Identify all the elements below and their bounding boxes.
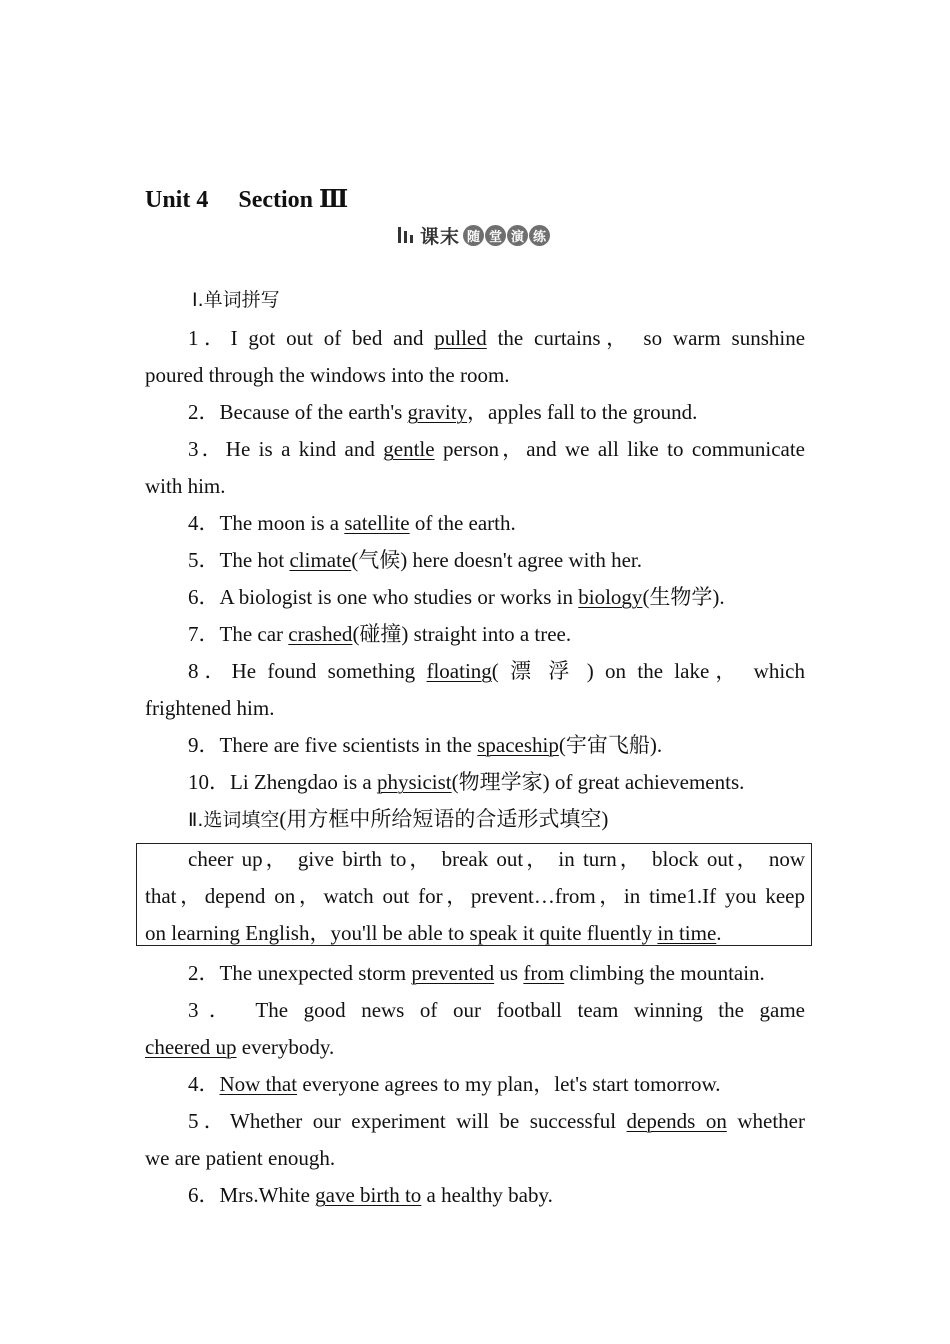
list-item: 3．He is a kind and gentle person，and we all like to communicate — [188, 437, 805, 461]
answer-text: cheered up — [145, 1035, 237, 1059]
phrase-box-line: on learning English，you'll be able to speak it quite fluently in time. — [145, 921, 722, 945]
list-item: 4．The moon is a satellite of the earth. — [188, 511, 516, 535]
list-item: 1．I got out of bed and pulled the curtains， so warm sunshine — [188, 326, 806, 350]
list-item-continuation: poured through the windows into the room. — [145, 363, 510, 387]
answer-text: gentle — [383, 437, 435, 461]
list-item: 5．Whether our experiment will be successful depends on whether — [188, 1109, 805, 1133]
answer-text: biology — [578, 585, 643, 609]
answer-text: climate — [289, 548, 352, 572]
answer-text: floating — [426, 659, 492, 683]
list-item: 7．The car crashed(碰撞) straight into a tree. — [188, 622, 572, 646]
list-item: 2．The unexpected storm prevented us from climbing the mountain. — [188, 961, 765, 985]
answer-text: crashed — [288, 622, 353, 646]
banner-chip: 演 — [507, 225, 528, 246]
list-item: 8．He found something floating( 漂 浮 ) on the lake， which — [188, 659, 805, 683]
phrase-box-line: that，depend on，watch out for，prevent…from，in time1.If you keep — [145, 884, 805, 908]
banner-lead: 课末 — [420, 225, 461, 248]
bar-chart-icon — [398, 225, 416, 245]
page-title — [145, 184, 348, 214]
section-banner — [398, 222, 550, 248]
list-item: 6．A biologist is one who studies or works in biology(生物学). — [188, 585, 725, 609]
banner-chip: 随 — [463, 225, 484, 246]
answer-text: physicist — [376, 770, 452, 794]
list-item: 10．Li Zhengdao is a physicist(物理学家) of great achievements. — [188, 770, 745, 794]
answer-text: spaceship — [477, 733, 559, 757]
answer-text: gave birth to — [315, 1183, 422, 1207]
answer-text: pulled — [434, 326, 487, 350]
list-item-continuation: frightened him. — [145, 696, 275, 720]
phrase-box-line: cheer up， give birth to， break out， in turn， block out， now — [188, 847, 805, 871]
list-item: 4．Now that everyone agrees to my plan，let's start tomorrow. — [188, 1072, 721, 1096]
answer-text: Now that — [219, 1072, 298, 1096]
answer-text: depends on — [626, 1109, 727, 1133]
answer-text: from — [523, 961, 565, 985]
list-item: 6．Mrs.White gave birth to a healthy baby. — [188, 1183, 553, 1207]
list-item: 5．The hot climate(气候) here doesn't agree with her. — [188, 548, 642, 572]
list-item-continuation: cheered up everybody. — [145, 1035, 335, 1059]
list-item: 3． The good news of our football team winning the game — [188, 998, 806, 1022]
list-item: 9．There are five scientists in the spaceship(宇宙飞船). — [188, 733, 663, 757]
answer-text: in time — [657, 921, 717, 945]
banner-chip: 练 — [529, 225, 550, 246]
banner-chip: 堂 — [485, 225, 506, 246]
list-item-continuation: with him. — [145, 474, 226, 498]
part1-heading: Ⅰ.单词拼写 — [192, 289, 280, 311]
part2-heading: Ⅱ.选词填空(用方框中所给短语的合适形式填空) — [188, 807, 609, 831]
answer-text: gravity — [407, 400, 468, 424]
section-label: Section Ⅲ — [238, 187, 349, 213]
unit-label: Unit 4 — [145, 187, 209, 213]
list-item: 2．Because of the earth's gravity，apples fall to the ground. — [188, 400, 698, 424]
answer-text: satellite — [344, 511, 410, 535]
list-item-continuation: we are patient enough. — [145, 1146, 336, 1170]
answer-text: prevented — [411, 961, 495, 985]
